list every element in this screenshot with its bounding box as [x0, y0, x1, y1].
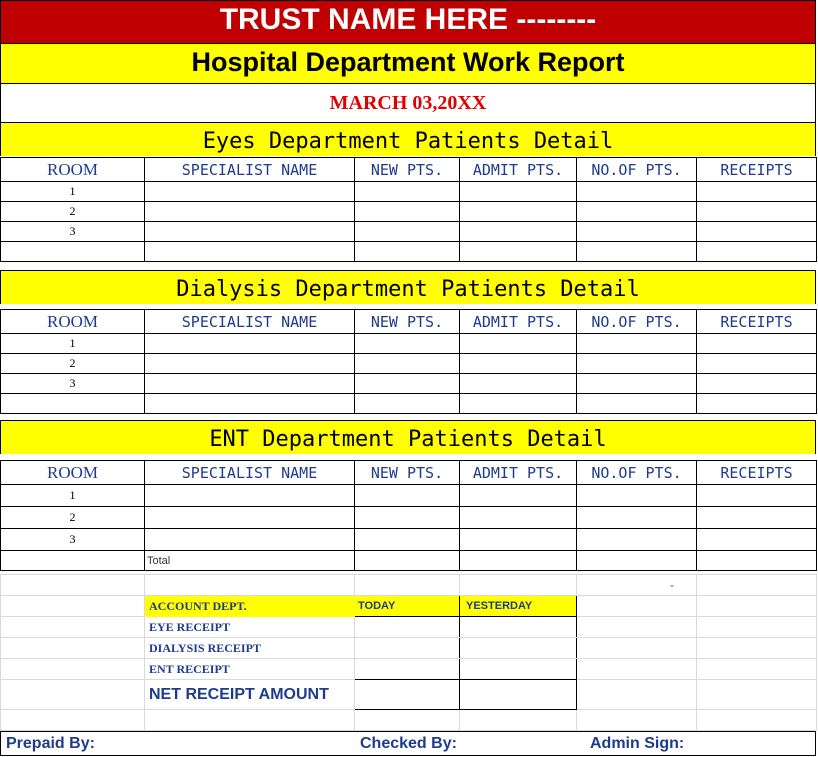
eyes-table [0, 157, 817, 262]
account-dept-label: ACCOUNT DEPT. [145, 596, 355, 617]
table-header-row [1, 461, 817, 485]
cell[interactable] [460, 354, 577, 374]
section-title-eyes: Eyes Department Patients Detail [0, 122, 816, 156]
cell[interactable] [460, 242, 577, 262]
cell[interactable] [355, 202, 460, 222]
net-receipt-row [1, 680, 817, 710]
cell[interactable] [460, 551, 577, 571]
cell[interactable] [145, 394, 355, 414]
cell[interactable] [145, 507, 355, 529]
room-number: 2 [1, 202, 145, 222]
cell[interactable] [697, 374, 817, 394]
col-new-pts: NEW PTS. [355, 461, 460, 485]
cell[interactable] [577, 394, 697, 414]
cell[interactable] [577, 334, 697, 354]
cell [1, 551, 145, 571]
cell[interactable] [577, 222, 697, 242]
eye-today-cell[interactable] [355, 617, 460, 638]
room-number: 3 [1, 222, 145, 242]
net-receipt-label: NET RECEIPT AMOUNT [145, 680, 355, 710]
cell[interactable] [460, 507, 577, 529]
table-row [1, 529, 817, 551]
col-room: ROOM [1, 158, 145, 182]
admin-sign-label: Admin Sign: [590, 735, 685, 752]
cell[interactable] [577, 529, 697, 551]
cell[interactable] [355, 551, 460, 571]
cell[interactable] [577, 242, 697, 262]
cell[interactable] [460, 334, 577, 354]
dialysis-today-cell[interactable] [355, 638, 460, 659]
trust-name-banner: TRUST NAME HERE -------- [0, 0, 816, 44]
col-no-of-pts: NO.OF PTS. [577, 158, 697, 182]
table-row [1, 334, 817, 354]
room-number: 1 [1, 485, 145, 507]
today-label: TODAY [355, 596, 460, 617]
cell[interactable] [355, 507, 460, 529]
cell[interactable] [1, 242, 145, 262]
col-admit-pts: ADMIT PTS. [460, 158, 577, 182]
dialysis-receipt-row [1, 638, 817, 659]
cell[interactable] [697, 485, 817, 507]
table-row [1, 242, 817, 262]
cell[interactable] [355, 182, 460, 202]
table-header-row [1, 158, 817, 182]
cell[interactable] [697, 222, 817, 242]
section-title-ent: ENT Department Patients Detail [0, 420, 816, 454]
cell[interactable] [460, 182, 577, 202]
cell[interactable] [145, 182, 355, 202]
cell[interactable] [145, 334, 355, 354]
cell[interactable] [577, 182, 697, 202]
cell[interactable] [697, 507, 817, 529]
cell[interactable] [145, 222, 355, 242]
cell[interactable] [697, 334, 817, 354]
col-receipts: RECEIPTS [697, 158, 817, 182]
ent-receipt-row [1, 659, 817, 680]
spacer-row [1, 710, 817, 731]
cell[interactable] [355, 485, 460, 507]
cell[interactable] [697, 354, 817, 374]
cell[interactable] [145, 529, 355, 551]
col-specialist: SPECIALIST NAME [145, 310, 355, 334]
cell[interactable] [460, 222, 577, 242]
table-row [1, 485, 817, 507]
cell[interactable] [577, 507, 697, 529]
col-no-of-pts: NO.OF PTS. [577, 461, 697, 485]
ent-yesterday-cell[interactable] [460, 659, 577, 680]
cell[interactable] [577, 202, 697, 222]
net-yesterday-cell[interactable] [460, 680, 577, 710]
account-header-row [1, 596, 817, 617]
ent-today-cell[interactable] [355, 659, 460, 680]
total-row [1, 551, 817, 571]
cell[interactable] [697, 529, 817, 551]
prepaid-by-label: Prepaid By: [6, 735, 95, 752]
cell[interactable] [460, 394, 577, 414]
spacer-row [1, 575, 817, 596]
cell[interactable] [145, 354, 355, 374]
total-label: Total [145, 551, 355, 571]
cell[interactable] [460, 202, 577, 222]
eye-yesterday-cell[interactable] [460, 617, 577, 638]
cell[interactable] [145, 202, 355, 222]
cell[interactable] [355, 242, 460, 262]
cell[interactable] [697, 202, 817, 222]
dialysis-receipt-label: DIALYSIS RECEIPT [145, 638, 355, 659]
room-number: 2 [1, 354, 145, 374]
cell[interactable] [577, 485, 697, 507]
dialysis-yesterday-cell[interactable] [460, 638, 577, 659]
report-title: Hospital Department Work Report [0, 44, 816, 84]
table-header-row [1, 310, 817, 334]
cell[interactable] [355, 222, 460, 242]
eye-receipt-row [1, 617, 817, 638]
col-specialist: SPECIALIST NAME [145, 158, 355, 182]
col-admit-pts: ADMIT PTS. [460, 310, 577, 334]
room-number: 1 [1, 182, 145, 202]
cell[interactable] [145, 374, 355, 394]
room-number: 3 [1, 529, 145, 551]
cell[interactable] [355, 374, 460, 394]
ent-table [0, 460, 817, 571]
table-row [1, 222, 817, 242]
checked-by-label: Checked By: [360, 735, 457, 752]
cell[interactable] [145, 242, 355, 262]
cell[interactable] [460, 485, 577, 507]
cell[interactable] [577, 374, 697, 394]
cell[interactable] [460, 374, 577, 394]
col-admit-pts: ADMIT PTS. [460, 461, 577, 485]
room-number: 3 [1, 374, 145, 394]
table-row [1, 202, 817, 222]
cell[interactable] [697, 242, 817, 262]
col-new-pts: NEW PTS. [355, 158, 460, 182]
cell[interactable] [355, 354, 460, 374]
section-title-dialysis: Dialysis Department Patients Detail [0, 270, 816, 304]
cell[interactable] [697, 551, 817, 571]
signature-footer [0, 731, 816, 756]
table-row [1, 507, 817, 529]
yesterday-label: YESTERDAY [460, 596, 577, 617]
cell[interactable] [1, 394, 145, 414]
eye-receipt-label: EYE RECEIPT [145, 617, 355, 638]
room-number: 1 [1, 334, 145, 354]
cell[interactable] [355, 334, 460, 354]
col-no-of-pts: NO.OF PTS. [577, 310, 697, 334]
ent-receipt-label: ENT RECEIPT [145, 659, 355, 680]
table-row [1, 354, 817, 374]
cell[interactable] [355, 394, 460, 414]
col-receipts: RECEIPTS [697, 310, 817, 334]
dash-mark: - [577, 575, 697, 596]
account-summary [0, 574, 817, 731]
cell[interactable] [577, 551, 697, 571]
col-specialist: SPECIALIST NAME [145, 461, 355, 485]
dialysis-table [0, 309, 817, 414]
table-row [1, 394, 817, 414]
cell[interactable] [697, 394, 817, 414]
room-number: 2 [1, 507, 145, 529]
report-date: MARCH 03,20XX [0, 84, 816, 122]
col-room: ROOM [1, 461, 145, 485]
net-today-cell[interactable] [355, 680, 460, 710]
cell[interactable] [577, 354, 697, 374]
cell[interactable] [355, 529, 460, 551]
col-new-pts: NEW PTS. [355, 310, 460, 334]
col-receipts: RECEIPTS [697, 461, 817, 485]
col-room: ROOM [1, 310, 145, 334]
cell[interactable] [697, 182, 817, 202]
cell[interactable] [460, 529, 577, 551]
table-row [1, 374, 817, 394]
table-row [1, 182, 817, 202]
cell[interactable] [145, 485, 355, 507]
